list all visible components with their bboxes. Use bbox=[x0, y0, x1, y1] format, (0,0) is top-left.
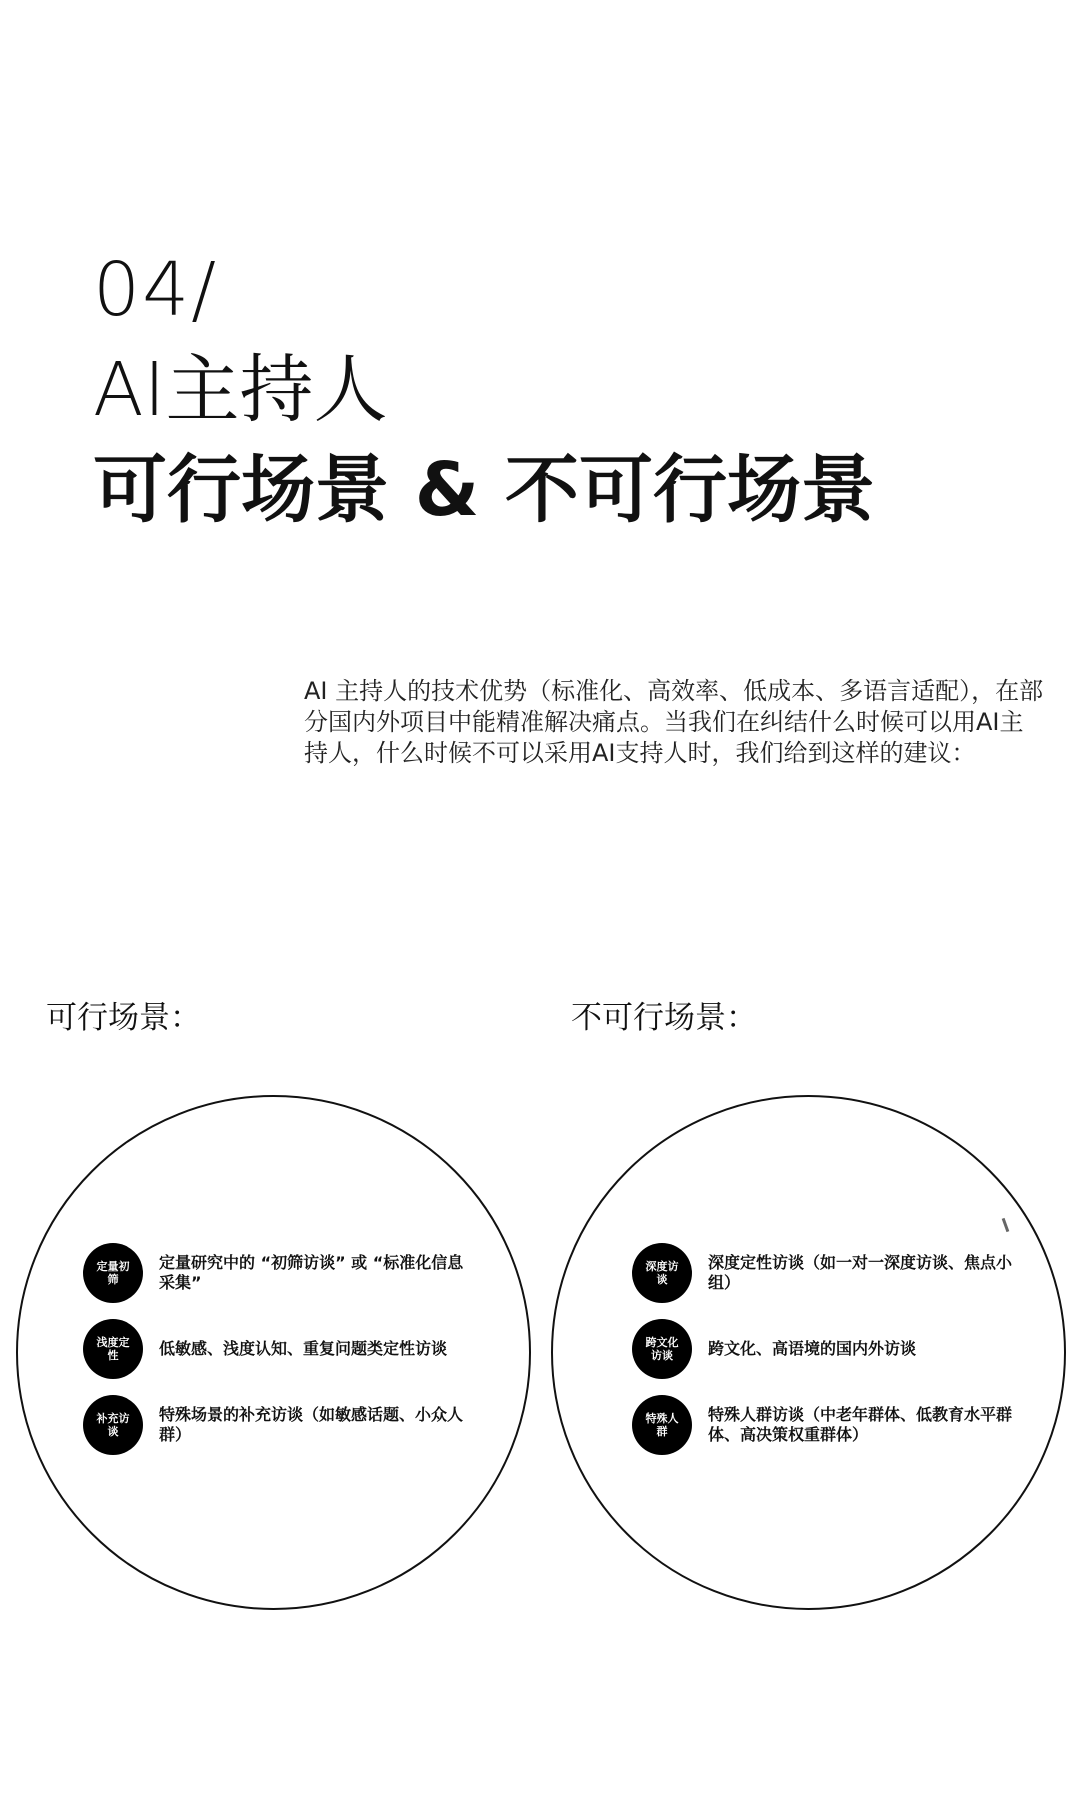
feasible-circle bbox=[16, 1095, 531, 1610]
feasible-item bbox=[83, 1318, 483, 1380]
intro-paragraph: AI 主持人的技术优势（标准化、高效率、低成本、多语言适配），在部分国内外项目中能精准解决痛点。当我们在纠结什么时候可以用AI主持人，什么时候不可以采用AI支持人时，我们给到这样的建议： bbox=[304, 677, 1044, 767]
scenario-text: 特殊场景的补充访谈（如敏感话题、小众人群） bbox=[159, 1405, 464, 1444]
infeasible-item bbox=[632, 1318, 1032, 1380]
feasible-title: 可行场景： bbox=[46, 1000, 201, 1036]
feasible-list bbox=[83, 1242, 483, 1470]
section-number: 04/ bbox=[93, 247, 219, 333]
section-title: AI主持人 bbox=[93, 347, 388, 433]
infeasible-list bbox=[632, 1242, 1032, 1470]
scenario-badge: 跨文化访谈 bbox=[632, 1319, 692, 1379]
scenario-badge: 特殊人群 bbox=[632, 1395, 692, 1455]
scenario-badge: 深度访谈 bbox=[632, 1243, 692, 1303]
scenario-badge: 补充访谈 bbox=[83, 1395, 143, 1455]
scenario-text: 跨文化、高语境的国内外访谈 bbox=[708, 1339, 917, 1358]
scenario-badge: 定量初筛 bbox=[83, 1243, 143, 1303]
feasible-item bbox=[83, 1394, 483, 1456]
infeasible-title: 不可行场景： bbox=[571, 1000, 757, 1036]
section-heading bbox=[93, 240, 875, 540]
section-subtitle: 可行场景 & 不可行场景 bbox=[93, 447, 876, 533]
feasible-item bbox=[83, 1242, 483, 1304]
infeasible-circle bbox=[551, 1095, 1066, 1610]
infeasible-item bbox=[632, 1394, 1032, 1456]
scenario-text: 特殊人群访谈（中老年群体、低教育水平群体、高决策权重群体） bbox=[708, 1405, 1013, 1444]
scenario-badge: 浅度定性 bbox=[83, 1319, 143, 1379]
scenario-text: 深度定性访谈（如一对一深度访谈、焦点小组） bbox=[708, 1253, 1013, 1292]
scenario-text: 定量研究中的 “初筛访谈” 或 “标准化信息采集” bbox=[159, 1253, 464, 1292]
infeasible-item bbox=[632, 1242, 1032, 1304]
scenario-text: 低敏感、浅度认知、重复问题类定性访谈 bbox=[159, 1339, 448, 1358]
